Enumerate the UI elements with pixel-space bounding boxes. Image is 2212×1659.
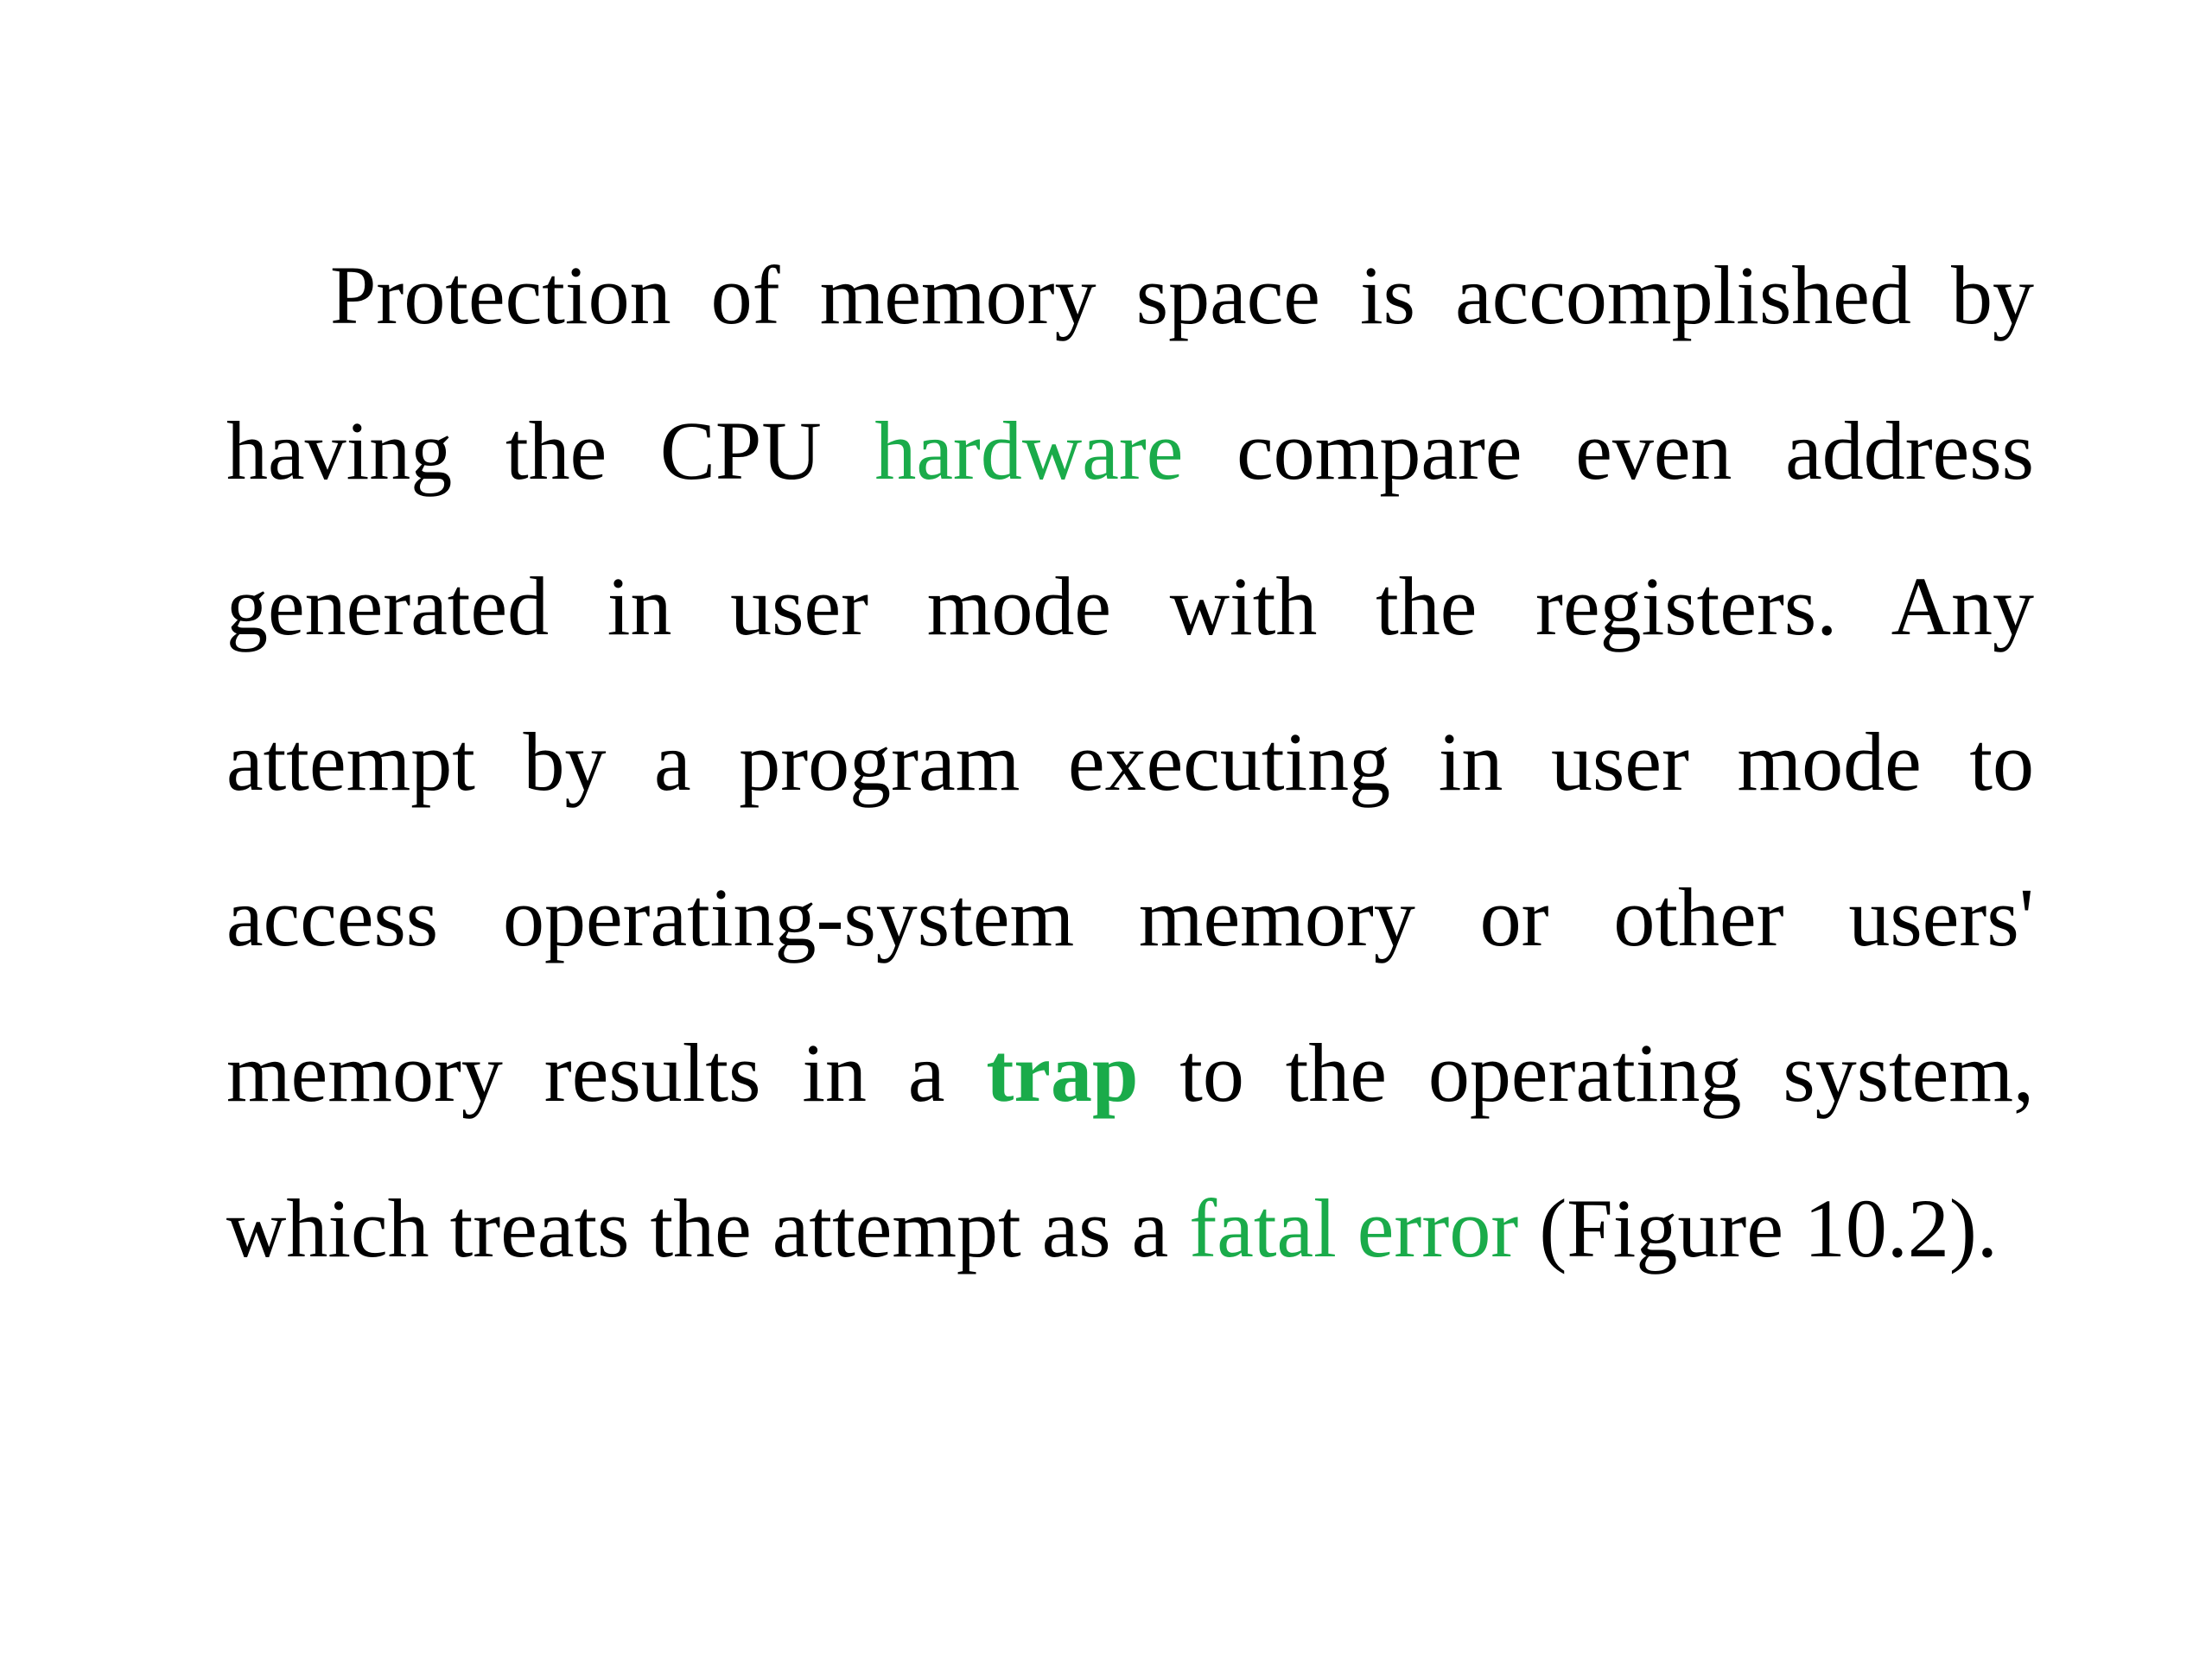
term-trap: trap — [986, 1027, 1139, 1119]
body-paragraph — [226, 218, 2034, 1306]
paragraph-text-3: to the operating system, which treats the attempt as a — [226, 1027, 2034, 1274]
paragraph-text-2: compare even address generated in user mode with the registers. Any attempt by a program executing in user mode to access operating-system memory or other users' memory results in a — [226, 404, 2034, 1119]
term-hardware: hardware — [874, 404, 1184, 497]
paragraph-text-4: (Figure 10.2). — [1518, 1182, 1998, 1274]
term-fatal-error: fatal error — [1189, 1182, 1519, 1274]
paragraph-text-1: Protection of memory space is accomplished by having the CPU — [226, 249, 2034, 497]
